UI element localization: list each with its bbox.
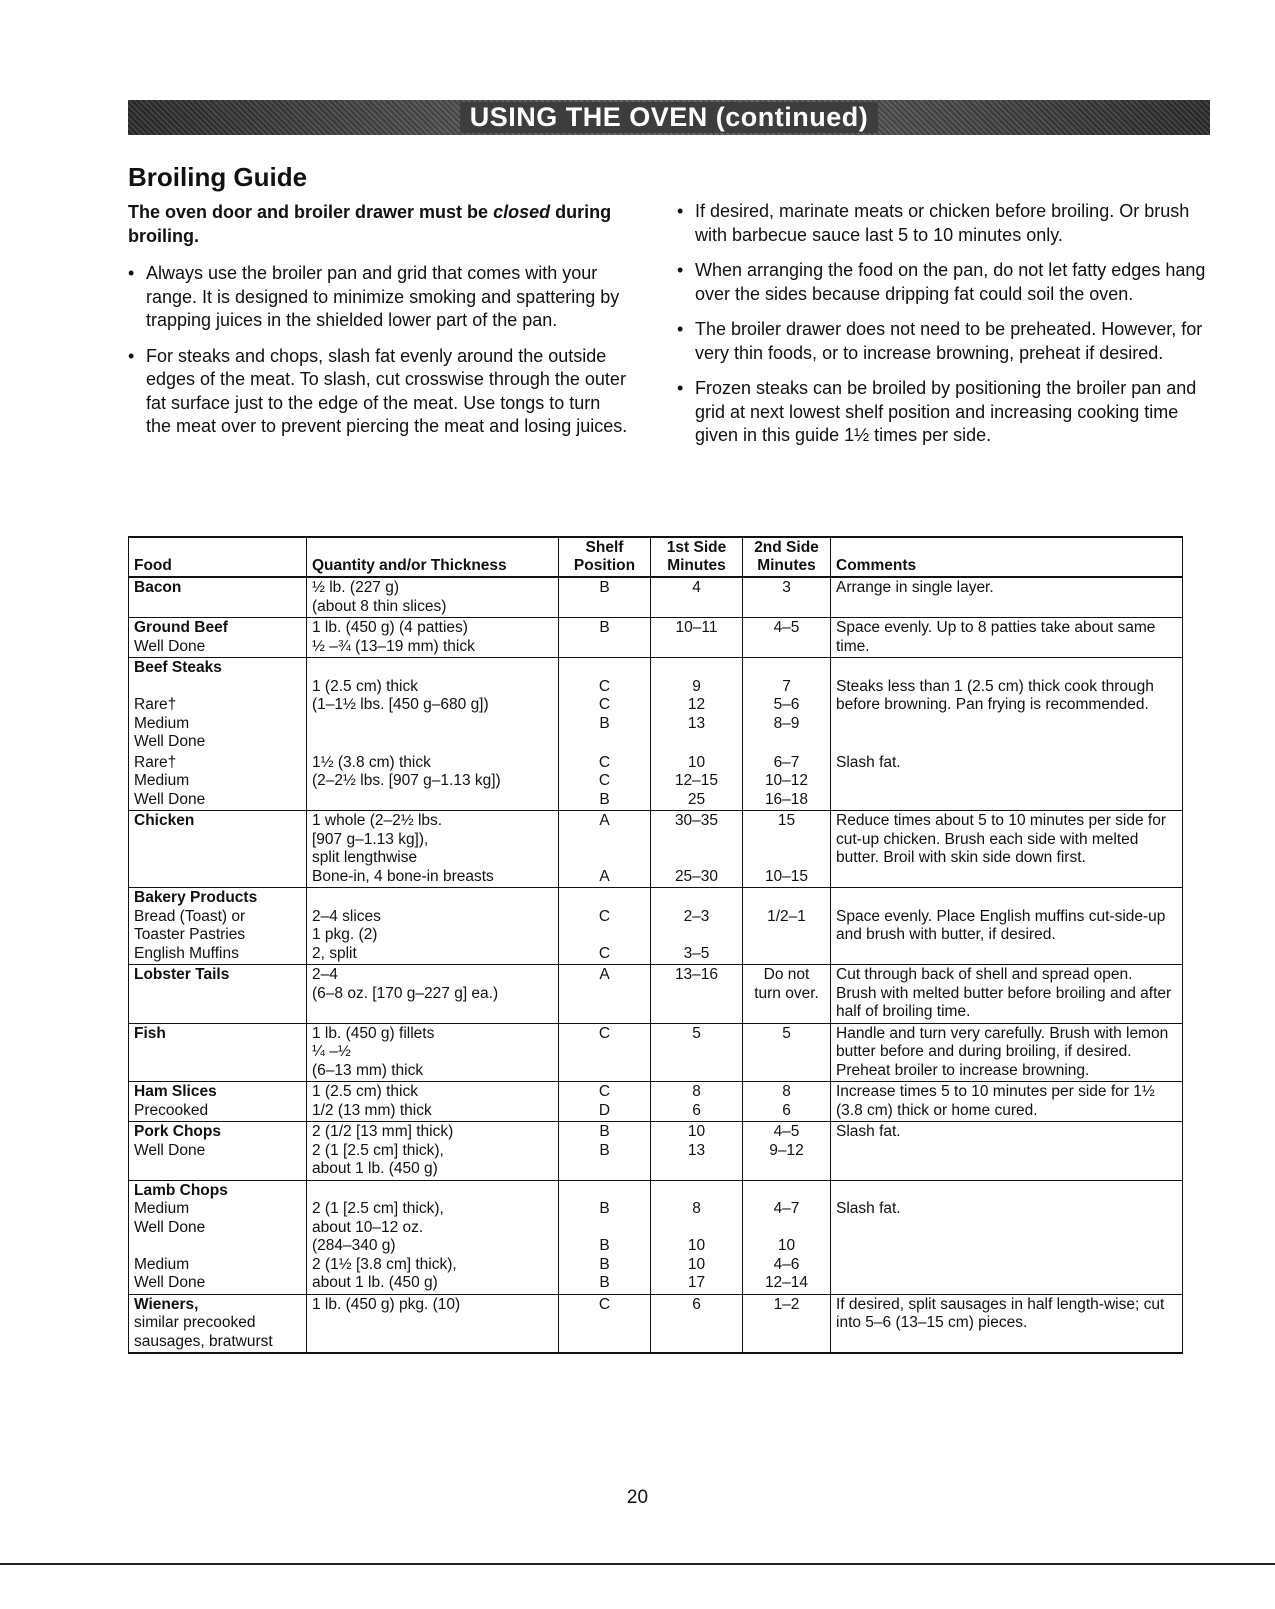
- cell-shelf: A: [559, 965, 651, 1024]
- cell-second-side: 4–5: [743, 618, 831, 658]
- cell-quantity: 1 lb. (450 g) pkg. (10): [307, 1294, 559, 1353]
- cell-comments: If desired, split sausages in half length-wise; cut into 5–6 (13–15 cm) pieces.: [831, 1294, 1183, 1353]
- cell-food: [129, 1023, 307, 1082]
- table-row: [129, 888, 1183, 965]
- food-name: Chicken: [134, 812, 195, 829]
- banner-title: USING THE OVEN (continued): [460, 102, 879, 133]
- cell-first-side: 30–35 25–30: [651, 811, 743, 888]
- food-name: Fish: [134, 1024, 166, 1042]
- cell-shelf: C C: [559, 888, 651, 965]
- cell-second-side: 15 10–15: [743, 811, 831, 888]
- food-name: Bacon: [134, 579, 182, 596]
- food-name: Bakery Products: [134, 889, 258, 906]
- cell-first-side: 5: [651, 1023, 743, 1082]
- food-group: [129, 618, 1183, 658]
- cell-quantity: 1 lb. (450 g) (4 patties) ½ –¾ (13–19 mm) thick: [307, 618, 559, 658]
- food-doneness: similar precooked sausages, bratwurst: [134, 1314, 273, 1350]
- food-group: [129, 1023, 1183, 1082]
- food-doneness: Bread (Toast) or Toaster Pastries English Muffins: [134, 907, 246, 962]
- cell-shelf: C: [559, 1023, 651, 1082]
- header-shelf: Shelf Position: [559, 537, 651, 577]
- section-banner: [128, 100, 1210, 135]
- cell-food: [129, 753, 307, 811]
- table-row: [129, 658, 1183, 753]
- cell-first-side: 4: [651, 577, 743, 618]
- table-header-row: [129, 537, 1183, 577]
- food-name: Wieners,: [134, 1295, 199, 1313]
- cell-quantity: 2 (1/2 [13 mm] thick) 2 (1 [2.5 cm] thick), about 1 lb. (450 g): [307, 1122, 559, 1181]
- cell-comments: Slash fat.: [831, 1122, 1183, 1181]
- cell-comments: Space evenly. Place English muffins cut-side-up and brush with butter, if desired.: [831, 888, 1183, 965]
- food-name: Lobster Tails: [134, 966, 230, 983]
- table-row: [129, 577, 1183, 618]
- food-doneness: Well Done: [134, 637, 206, 655]
- warning-text: The oven door and broiler drawer must be: [128, 202, 494, 222]
- tip-item: • Frozen steaks can be broiled by positioning the broiler pan and grid at next lowest shelf position and increasing cooking time given in this guide 1½ times per side.: [677, 377, 1217, 448]
- cell-quantity: 1 (2.5 cm) thick (1–1½ lbs. [450 g–680 g]): [307, 658, 559, 753]
- cell-shelf: C C B: [559, 753, 651, 811]
- table-row: [129, 965, 1183, 1024]
- food-group: [129, 1294, 1183, 1353]
- broiling-warning: [128, 200, 628, 248]
- food-group: [129, 577, 1183, 618]
- cell-first-side: 9 12 13: [651, 658, 743, 753]
- cell-quantity: 1 whole (2–2½ lbs. [907 g–1.13 kg]), split lengthwise Bone-in, 4 bone-in breasts: [307, 811, 559, 888]
- cell-second-side: 6–7 10–12 16–18: [743, 753, 831, 811]
- food-name: Pork Chops: [134, 1123, 221, 1140]
- food-group: [129, 1180, 1183, 1294]
- tip-item: • The broiler drawer does not need to be preheated. However, for very thin foods, or to increase browning, preheat if desired.: [677, 318, 1217, 365]
- cell-quantity: 2 (1 [2.5 cm] thick), about 10–12 oz. (284–340 g) 2 (1½ [3.8 cm] thick), about 1 lb. (450 g): [307, 1180, 559, 1294]
- tips-list-right: [677, 200, 1217, 448]
- table-row: [129, 618, 1183, 658]
- cell-second-side: 8 6: [743, 1082, 831, 1122]
- tip-item: • If desired, marinate meats or chicken before broiling. Or brush with barbecue sauce last 5 to 10 minutes only.: [677, 200, 1217, 247]
- page-number: 20: [626, 1487, 649, 1508]
- table-row: [129, 1082, 1183, 1122]
- cell-shelf: C D: [559, 1082, 651, 1122]
- food-doneness: Precooked: [134, 1101, 209, 1119]
- cell-food: [129, 1180, 307, 1294]
- food-doneness: Well Done: [134, 1141, 206, 1159]
- cell-shelf: B: [559, 577, 651, 618]
- food-name: Ground Beef: [134, 619, 228, 636]
- food-name: Ham Slices: [134, 1083, 217, 1100]
- cell-food: [129, 577, 307, 618]
- cell-shelf: B B B B: [559, 1180, 651, 1294]
- cell-first-side: 10–11: [651, 618, 743, 658]
- broiling-table: [128, 536, 1183, 1354]
- header-first-side: 1st Side Minutes: [651, 537, 743, 577]
- cell-second-side: 1/2–1: [743, 888, 831, 965]
- cell-comments: Steaks less than 1 (2.5 cm) thick cook through before browning. Pan frying is recommended.: [831, 658, 1183, 753]
- cell-food: [129, 811, 307, 888]
- cell-second-side: 4–5 9–12: [743, 1122, 831, 1181]
- food-group: [129, 1122, 1183, 1181]
- food-group: [129, 811, 1183, 888]
- cell-first-side: 2–3 3–5: [651, 888, 743, 965]
- table-row: [129, 1122, 1183, 1181]
- tip-item: • When arranging the food on the pan, do not let fatty edges hang over the sides because dripping fat could soil the oven.: [677, 259, 1217, 306]
- cell-comments: Cut through back of shell and spread open. Brush with melted butter before broiling and after half of broiling time.: [831, 965, 1183, 1024]
- cell-shelf: B B: [559, 1122, 651, 1181]
- food-doneness: Rare† Medium Well Done: [134, 753, 206, 808]
- cell-quantity: 2–4 slices 1 pkg. (2) 2, split: [307, 888, 559, 965]
- bottom-rule: [0, 1563, 1275, 1565]
- food-name: Lamb Chops: [134, 1181, 228, 1199]
- cell-food: [129, 965, 307, 1024]
- cell-food: [129, 1294, 307, 1353]
- cell-comments: Increase times 5 to 10 minutes per side for 1½ (3.8 cm) thick or home cured.: [831, 1082, 1183, 1122]
- food-group: [129, 965, 1183, 1024]
- table-row: [129, 1180, 1183, 1294]
- cell-shelf: B: [559, 618, 651, 658]
- cell-first-side: 13–16: [651, 965, 743, 1024]
- table-row: [129, 1294, 1183, 1353]
- cell-quantity: ½ lb. (227 g) (about 8 thin slices): [307, 577, 559, 618]
- cell-food: [129, 888, 307, 965]
- cell-second-side: 3: [743, 577, 831, 618]
- cell-food: [129, 618, 307, 658]
- tips-list-left: [128, 262, 628, 439]
- cell-second-side: 4–7 10 4–6 12–14: [743, 1180, 831, 1294]
- header-second-side: 2nd Side Minutes: [743, 537, 831, 577]
- cell-comments: Arrange in single layer.: [831, 577, 1183, 618]
- cell-second-side: Do not turn over.: [743, 965, 831, 1024]
- cell-food: [129, 1082, 307, 1122]
- page-title: Broiling Guide: [128, 162, 308, 192]
- cell-food: [129, 1122, 307, 1181]
- cell-comments: Slash fat.: [831, 753, 1183, 811]
- left-column: [128, 200, 628, 451]
- cell-shelf: A A: [559, 811, 651, 888]
- cell-shelf: C C B: [559, 658, 651, 753]
- header-comments: Comments: [831, 537, 1183, 577]
- warning-text-end: during broiling.: [128, 202, 612, 246]
- cell-second-side: 5: [743, 1023, 831, 1082]
- food-doneness: Medium Well Done Medium Well Done: [134, 1200, 206, 1291]
- cell-comments: Reduce times about 5 to 10 minutes per side for cut-up chicken. Brush each side with melted butter. Broil with skin side down first.: [831, 811, 1183, 888]
- header-quantity: Quantity and/or Thickness: [307, 537, 559, 577]
- food-group: [129, 658, 1183, 811]
- table-row: [129, 1023, 1183, 1082]
- cell-first-side: 10 13: [651, 1122, 743, 1181]
- cell-shelf: C: [559, 1294, 651, 1353]
- cell-quantity: 1 (2.5 cm) thick 1/2 (13 mm) thick: [307, 1082, 559, 1122]
- tip-item: • Always use the broiler pan and grid that comes with your range. It is designed to minimize smoking and spattering by trapping juices in the shielded lower part of the pan.: [128, 262, 628, 333]
- food-group: [129, 888, 1183, 965]
- cell-comments: Space evenly. Up to 8 patties take about same time.: [831, 618, 1183, 658]
- cell-first-side: 10 12–15 25: [651, 753, 743, 811]
- cell-first-side: 8 6: [651, 1082, 743, 1122]
- tip-item: • For steaks and chops, slash fat evenly around the outside edges of the meat. To slash, cut crosswise through the outer fat surface just to the edge of the meat. Use tongs to turn the meat over to prevent piercing the meat and losing juices.: [128, 345, 628, 439]
- cell-quantity: 1 lb. (450 g) fillets ¼ –½ (6–13 mm) thick: [307, 1023, 559, 1082]
- cell-quantity: 2–4 (6–8 oz. [170 g–227 g] ea.): [307, 965, 559, 1024]
- header-food: Food: [129, 537, 307, 577]
- cell-quantity: 1½ (3.8 cm) thick (2–2½ lbs. [907 g–1.13 kg]): [307, 753, 559, 811]
- cell-comments: Handle and turn very carefully. Brush with lemon butter before and during broiling, if desired. Preheat broiler to increase browning.: [831, 1023, 1183, 1082]
- cell-second-side: 1–2: [743, 1294, 831, 1353]
- food-doneness: Rare† Medium Well Done: [134, 696, 206, 750]
- cell-comments: Slash fat.: [831, 1180, 1183, 1294]
- cell-first-side: 8 10 10 17: [651, 1180, 743, 1294]
- table-row: [129, 811, 1183, 888]
- right-column: [677, 200, 1217, 460]
- food-group: [129, 1082, 1183, 1122]
- food-name: Beef Steaks: [134, 659, 222, 676]
- cell-second-side: 7 5–6 8–9: [743, 658, 831, 753]
- cell-first-side: 6: [651, 1294, 743, 1353]
- cell-food: [129, 658, 307, 753]
- warning-emphasis: closed: [493, 202, 551, 222]
- table-row: [129, 753, 1183, 811]
